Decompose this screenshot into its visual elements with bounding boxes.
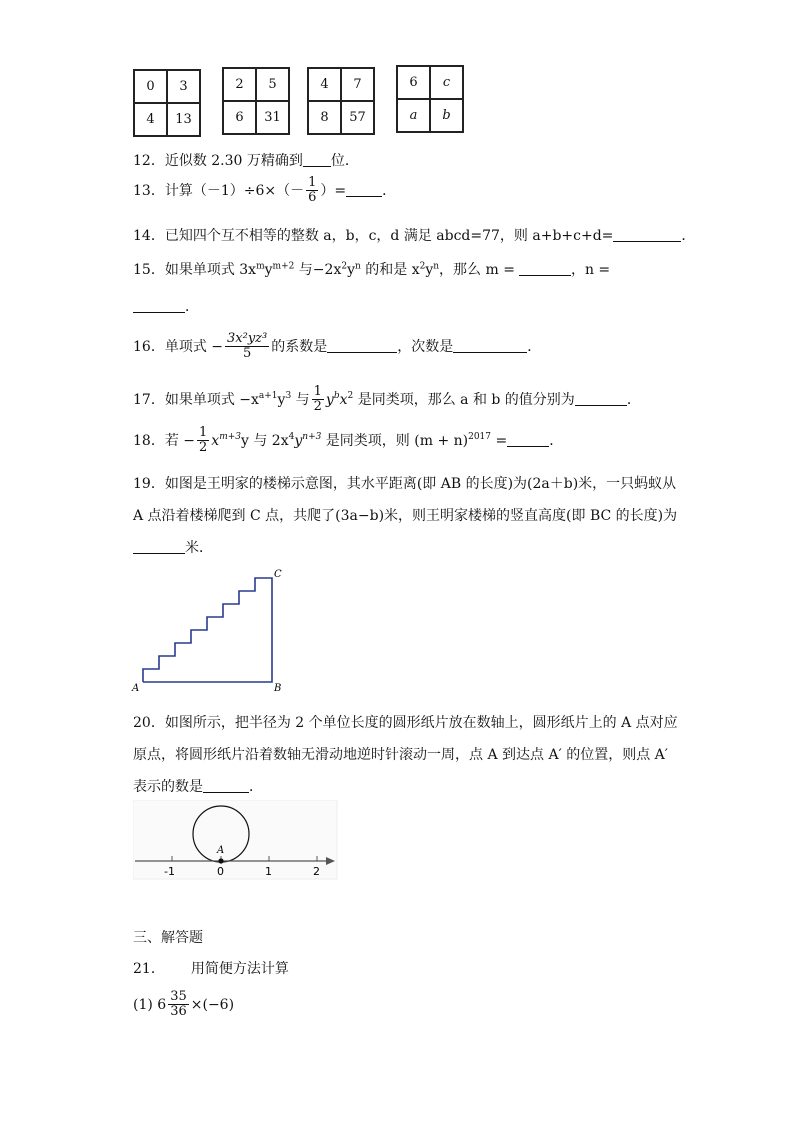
grid-cell: 4 (308, 68, 341, 101)
q15-part: y (264, 262, 273, 278)
answer-blank-n[interactable] (133, 300, 185, 313)
q17-part: y (277, 391, 286, 408)
numerator: 3x²yz³ (227, 331, 268, 346)
q19-end: 米． (185, 540, 213, 556)
question-20-line-3 (133, 776, 263, 796)
q14-text: 14．已知四个互不相等的整数 a，b，c，d 满足 abcd=77，则 a+b+c+d= (133, 228, 614, 244)
label-c: C (274, 569, 282, 580)
grid-cell: 6 (397, 66, 430, 99)
q16-prefix: 16．单项式 − (133, 338, 223, 355)
fraction (306, 176, 318, 206)
question-15-cont (133, 296, 199, 316)
answer-blank[interactable] (507, 434, 549, 447)
q17-end: ． (626, 391, 641, 408)
answer-blank[interactable] (303, 154, 331, 167)
fraction (197, 426, 209, 456)
exponent: 2 (419, 261, 426, 272)
denominator: 2 (199, 440, 208, 456)
tick-label: 1 (265, 865, 272, 878)
exponent: b (333, 391, 340, 402)
answer-blank[interactable] (346, 184, 382, 197)
grid-cell: 13 (167, 103, 200, 136)
q21-text: 用简便方法计算 (190, 961, 289, 977)
grid-cell: 7 (341, 68, 374, 101)
grid-cell: 6 (223, 101, 256, 134)
number-line-diagram (133, 800, 338, 880)
number-grid-4 (396, 65, 464, 133)
question-19-line-1: 19．如图是王明家的楼梯示意图，其水平距离(即 AB 的长度)为(2a＋b)米，一只蚂蚁从 (133, 476, 677, 492)
exponent: m (256, 261, 265, 272)
question-18 (133, 426, 563, 456)
q17-part: x (339, 391, 348, 408)
staircase-steps (143, 578, 272, 682)
answer-blank[interactable] (203, 780, 249, 793)
answer-blank-degree[interactable] (453, 340, 527, 353)
exponent: 2017 (468, 432, 492, 443)
question-15 (133, 259, 610, 279)
fraction (312, 385, 324, 415)
q18-part: y (294, 432, 303, 449)
tick-label: 0 (217, 865, 224, 878)
staircase-diagram (130, 565, 290, 695)
q14-end: ． (681, 228, 696, 244)
exponent: 3 (285, 391, 292, 402)
question-19-line-3 (133, 537, 213, 557)
grid-cell: b (430, 99, 463, 132)
q13-suffix: ）= (320, 182, 347, 199)
denominator: 5 (242, 346, 252, 362)
question-13 (133, 176, 396, 206)
answer-blank-coefficient[interactable] (327, 340, 397, 353)
q13-prefix: 13．计算（－1）÷6×（－ (133, 182, 305, 199)
q15-prefix: 15．如果单项式 3x (133, 262, 257, 278)
q15-part: y (347, 262, 355, 278)
q20-part: 表示的数是 (133, 779, 203, 795)
q18-part: y 与 2x (241, 432, 289, 449)
q16-part: ，次数是 (397, 338, 454, 355)
grid-cell: c (430, 66, 463, 99)
question-14 (133, 225, 695, 245)
q15-part: ，那么 m = (439, 262, 515, 278)
q18-end: ． (549, 432, 564, 449)
question-17 (133, 385, 641, 415)
q21-1-prefix: (1) 6 (133, 996, 167, 1013)
q15-part: y (425, 262, 434, 278)
number-grid-1 (133, 69, 201, 137)
tick-label: 2 (313, 865, 320, 878)
exponent: 2 (347, 391, 354, 402)
denominator: 6 (308, 190, 317, 206)
number-grid-3 (307, 67, 375, 135)
question-21 (133, 958, 289, 978)
q12-text: 12．近似数 2.30 万精确到 (133, 153, 303, 169)
q21-label: 21． (133, 961, 165, 977)
grid-cell: 0 (134, 70, 167, 103)
answer-blank[interactable] (575, 393, 627, 406)
question-12 (133, 150, 359, 170)
section-title: 三、解答题 (133, 930, 203, 946)
exponent: 2 (341, 261, 348, 272)
q15-end: ． (185, 299, 199, 315)
q17-part: y (325, 391, 334, 408)
tick-label: -1 (164, 865, 175, 878)
denominator: 2 (313, 399, 322, 415)
grid-cell: 8 (308, 101, 341, 134)
q15-part: 与−2x (294, 262, 342, 278)
exponent: n (433, 261, 440, 272)
question-19-line-2: A 点沿着楼梯爬到 C 点，共爬了(3a−b)米，则王明家楼梯的竖直高度(即 BC 的长度)为 (133, 508, 678, 524)
exponent: m+2 (272, 261, 295, 272)
question-21-1 (133, 990, 234, 1020)
point-a (218, 858, 223, 863)
q16-part: 的系数是 (271, 338, 328, 355)
grid-cell: 2 (223, 68, 256, 101)
label-a: A (132, 683, 140, 694)
number-grid-2 (222, 67, 290, 135)
q12-suffix: 位． (330, 153, 359, 169)
grid-cell: 57 (341, 101, 374, 134)
q18-part: = (491, 432, 508, 449)
question-20-line-2: 原点，将圆形纸片沿着数轴无滑动地逆时针滚动一周，点 A 到达点 A′ 的位置，则点 A′ (133, 747, 668, 763)
numerator: 1 (313, 384, 322, 399)
point-a-label: A (217, 845, 225, 856)
exponent: 4 (288, 432, 295, 443)
q17-part: 是同类项，那么 a 和 b 的值分别为 (353, 391, 575, 408)
grid-cell: 4 (134, 103, 167, 136)
q17-prefix: 17．如果单项式 −x (133, 391, 259, 408)
q20-end: ． (249, 779, 263, 795)
q16-end: ． (527, 338, 542, 355)
numerator: 1 (199, 425, 208, 440)
q13-end: ． (382, 182, 397, 199)
answer-blank[interactable] (133, 541, 185, 554)
q18-part: x (211, 432, 220, 449)
fraction (225, 332, 269, 362)
q17-part: 与 (291, 391, 310, 408)
q18-part: 是同类项，则 (m + n) (321, 432, 469, 449)
fraction (168, 990, 189, 1020)
answer-blank-m[interactable] (519, 263, 571, 276)
exponent: m+3 (219, 432, 241, 443)
label-b: B (274, 683, 282, 694)
numerator: 35 (170, 989, 187, 1004)
exponent: n (355, 261, 361, 272)
denominator: 36 (170, 1004, 187, 1020)
q21-1-suffix: ×(−6) (190, 996, 235, 1013)
grid-cell: 31 (256, 101, 289, 134)
q18-prefix: 18．若 − (133, 432, 195, 449)
grid-cell: 5 (256, 68, 289, 101)
question-20-line-1: 20．如图所示，把半径为 2 个单位长度的圆形纸片放在数轴上，圆形纸片上的 A 点对应 (133, 715, 678, 731)
grid-cell: 3 (167, 70, 200, 103)
q15-part: ，n = (570, 262, 611, 278)
question-16 (133, 332, 541, 362)
q15-part: 的和是 x (360, 262, 420, 278)
numerator: 1 (308, 175, 317, 190)
answer-blank[interactable] (613, 229, 681, 242)
exponent: n+3 (302, 432, 322, 443)
grid-cell: a (397, 99, 430, 132)
exponent: a+1 (258, 391, 278, 402)
